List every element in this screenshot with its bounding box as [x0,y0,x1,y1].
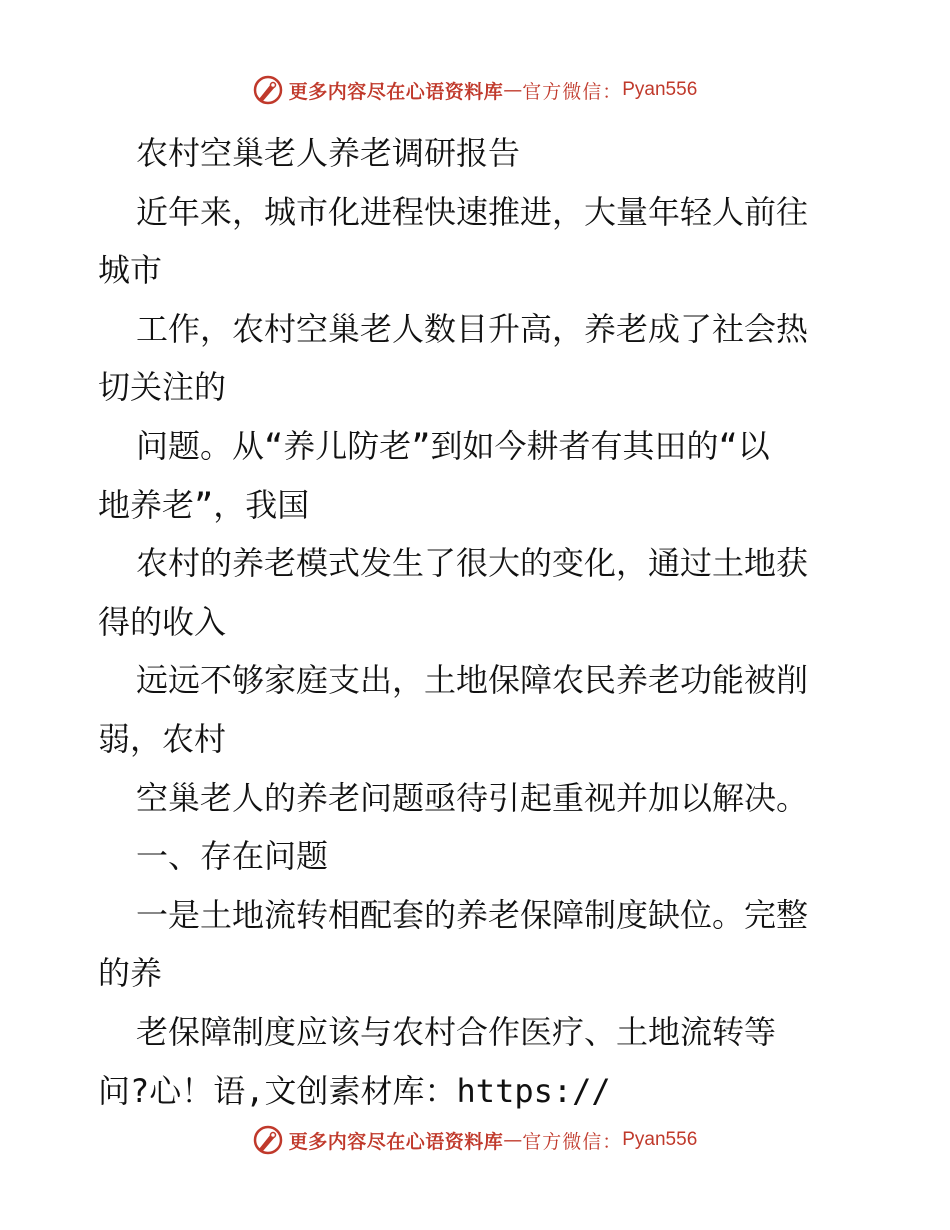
header-watermark-banner [0,70,950,110]
document-title: 农村空巢老人养老调研报告 [136,134,521,172]
pen-logo-icon [253,1125,283,1155]
text-line: 空巢老人的养老问题亟待引起重视并加以解决。 [136,778,809,817]
source-link-text: 问?心！语,文创素材库：https:// [98,1071,611,1110]
text-line: 切关注的 [98,368,227,407]
wechat-label: 官方微信： [522,80,623,103]
text-line: 远远不够家庭支出，土地保障农民养老功能被削 [136,661,809,700]
document-body [98,124,858,1120]
text-line: 弱，农村 [98,719,227,758]
wechat-label: 官方微信： [522,1130,623,1153]
site-name: 更多内容尽在心语资料库 [288,80,504,103]
footer-watermark-banner [0,1120,950,1160]
wechat-id: Pyan556 [622,79,698,100]
text-line: 地养老”，我国 [98,485,310,524]
text-line: 得的收入 [98,602,227,641]
text-line: 工作，农村空巢老人数目升高，养老成了社会热 [136,309,809,348]
banner-dash: — [503,1129,523,1151]
banner-dash: — [503,79,523,101]
text-line: 一是土地流转相配套的养老保障制度缺位。完整 [136,895,809,934]
text-line: 近年来，城市化进程快速推进，大量年轻人前往 [136,192,809,231]
text-line: 城市 [98,251,163,290]
section-heading: 一、存在问题 [136,837,329,876]
text-line: 的养 [98,954,163,993]
text-line: 农村的养老模式发生了很大的变化，通过土地获 [136,544,809,583]
wechat-id: Pyan556 [622,1129,698,1150]
text-line: 老保障制度应该与农村合作医疗、土地流转等 [136,1012,777,1051]
site-name: 更多内容尽在心语资料库 [288,1130,504,1153]
pen-logo-icon [253,75,283,105]
text-line: 问题。从“养儿防老”到如今耕者有其田的“以 [136,426,770,465]
